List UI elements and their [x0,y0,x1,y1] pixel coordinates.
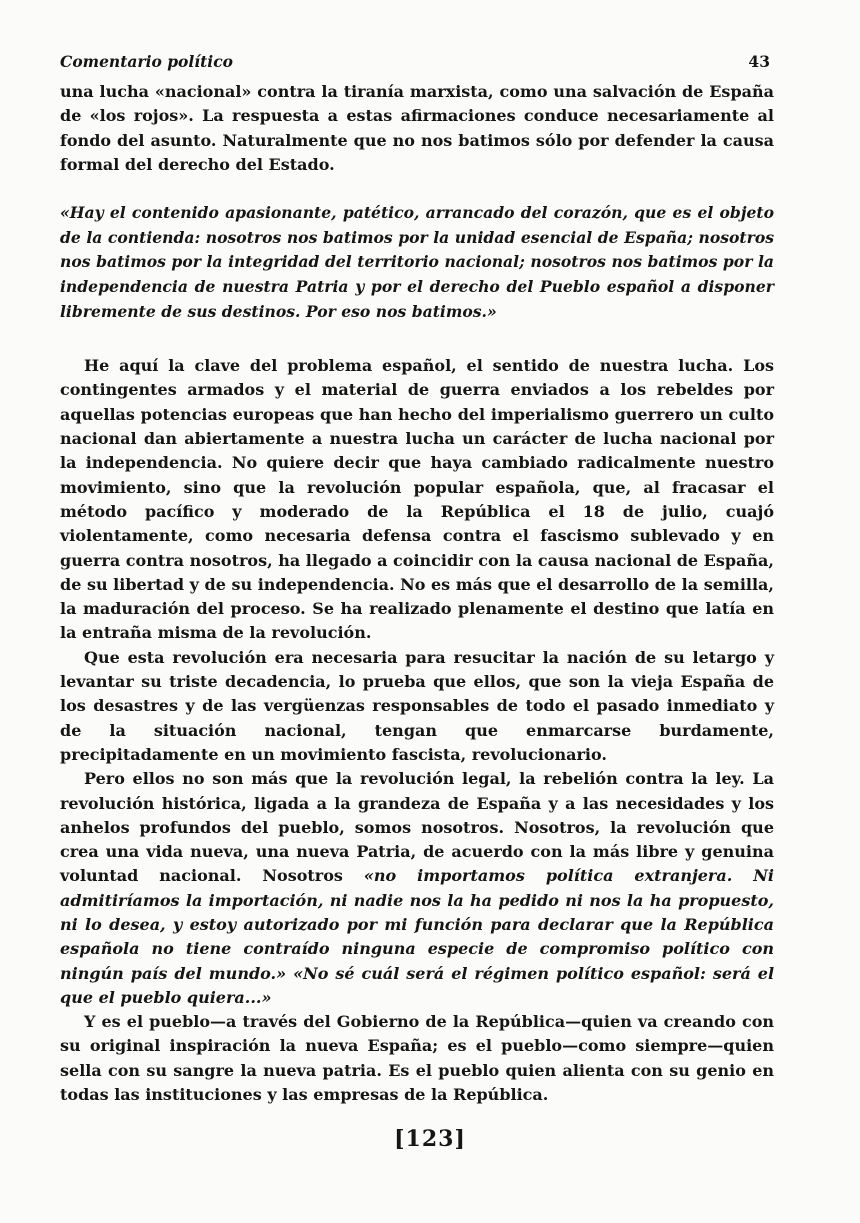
paragraph-4-text: Pero ellos no son más que la revolución legal, la rebelión contra la ley. La revolución histórica, ligada a la grandeza de España y a las necesidades y los anhelos profundos del pueblo, somos nosotros. Nosotros, la revolución que crea una vida nueva, una nueva Patria, de acuerdo con la más libre y genuina voluntad nacional. Nosotros [60,769,774,886]
paragraph-1: una lucha «nacional» contra la tiranía marxista, como una salvación de España de «los rojos». La respuesta a estas afirmaciones conduce necesariamente al fondo del asunto. Naturalmente que no nos batimos sólo por defender la causa formal del derecho del Estado. [60,82,774,174]
paragraph-2: He aquí la clave del problema español, el sentido de nuestra lucha. Los contingentes armados y el material de guerra enviados a los rebeldes por aquellas potencias europeas que han hecho del imperialismo guerrero un culto nacional dan abiertamente a nuestra lucha un carácter de lucha nacional por la independencia. No quiere decir que haya cambiado radicalmente nuestro movimiento, sino que la revolución popular española, que, al fracasar el método pacífico y moderado de la República el 18 de julio, cuajó violentamente, como necesaria defensa contra el fascismo sublevado y en guerra contra nosotros, ha llegado a coincidir con la causa nacional de España, de su libertad y de su independencia. No es más que el desarrollo de la semilla, la maduración del proceso. Se ha realizado plenamente el destino que latía en la entraña misma de la revolución. [60,356,774,643]
paragraph-4 [60,767,774,1010]
inline-quote-2: «No sé cuál será el régimen político español: será el que el pueblo quiera...» [60,963,775,1007]
running-title: Comentario político [60,52,233,71]
paragraph-5: Y es el pueblo—a través del Gobierno de la República—quien va creando con su original inspiración la nueva España; es el pueblo—como siempre—quien sella con su sangre la nueva patria. Es el pueblo quien alienta con su genio en todas las instituciones y las empresas de la República. [60,1012,774,1105]
folio-number: [123] [394,1126,466,1152]
running-head [60,52,774,78]
paragraph-3: Que esta revolución era necesaria para resucitar la nación de su letargo y levantar su triste decadencia, lo prueba que ellos, que son la vieja España de los desastres y de las vergüenzas responsables de todo el pasado inmediato y de la situación nacional, tengan que enmarcarse burdamente, precipitadamente en un movimiento fascista, revolucionario. [60,647,774,764]
block-quote: «Hay el contenido apasionante, patético, arrancado del corazón, que es el objeto de la contienda: nosotros nos batimos por la unidad esencial de España; nosotros nos batimos por la integridad del territorio nacional; nosotros nos batimos por la independencia de nuestra Patria y por el derecho del Pueblo español a disponer libremente de sus destinos. Por eso nos batimos.» [60,203,774,321]
page-content [60,52,774,1107]
page-number: 43 [748,52,770,71]
inline-quote-1: «no importamos política extranjera. Ni admitiríamos la importación, ni nadie nos la ha pedido ni nos la ha propuesto, ni lo desea, y estoy autorizado por mi función para declarar que la República española no tiene contraído ninguna especie de compromiso político con ningún país del mundo.» [60,866,775,983]
